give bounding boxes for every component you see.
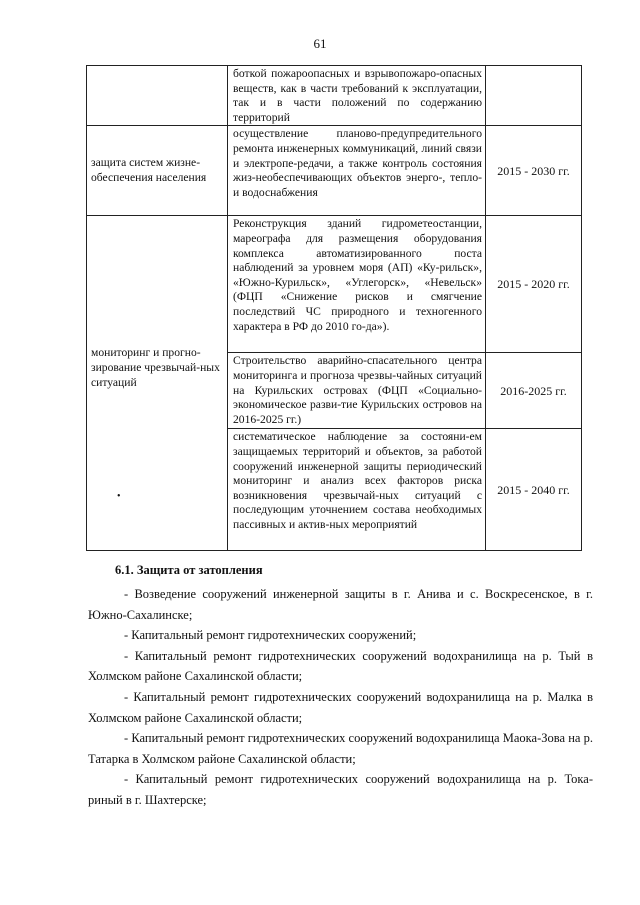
table-cell-measure: систематическое наблюдение за состояни-ем защищаемых территорий и объектов, за работой сооружений инженерной защиты периодический мониторинг и анализ всех факторов риска возникновения чрезвычай-ных ситуаций с последующим уточнением состава необходимых пассивных и актив-ных мероприятий xyxy=(228,429,486,551)
paragraph: - Капитальный ремонт гидротехнических сооружений; xyxy=(124,628,417,643)
table-cell-measure: Строительство аварийно-спасательного центра мониторинга и прогноза чрезвы-чайных ситуаций на Курильских островах (ФЦП «Социально-экономическое разви-тие Курильских островов на 2016-2025 гг.) xyxy=(228,353,486,429)
table-cell-measure: боткой пожароопасных и взрывопожаро-опасных веществ, как в части требований к эксплуатации, так и в части положений по содержанию территорий xyxy=(228,66,486,126)
page-number: 61 xyxy=(313,36,327,51)
stray-mark: • xyxy=(117,491,121,502)
table-row xyxy=(87,216,582,353)
table-cell-period: 2015 - 2040 гг. xyxy=(486,429,582,551)
paragraph: - Капитальный ремонт гидротехнических сооружений водохранилища Маока-Зова на р. Татарка в Холмском районе Сахалинской области; xyxy=(88,731,593,766)
paragraph: - Капитальный ремонт гидротехнических сооружений водохранилища на р. Тока-риный в г. Шахтерске; xyxy=(88,772,593,807)
category-label: мониторинг и прогно-зирование чрезвычай-ных ситуаций xyxy=(91,346,220,389)
paragraph: - Возведение сооружений инженерной защиты в г. Анива и с. Воскресенское, в г. Южно-Сахалинске; xyxy=(88,587,593,622)
table-cell-period xyxy=(486,66,582,126)
measures-table xyxy=(86,65,582,551)
table-row xyxy=(87,66,582,126)
table-cell-category xyxy=(87,216,228,551)
table-cell-period: 2016-2025 гг. xyxy=(486,353,582,429)
table-row xyxy=(87,126,582,216)
paragraph-list xyxy=(88,584,593,811)
section-title: 6.1. Защита от затопления xyxy=(115,563,263,577)
table-cell-category xyxy=(87,66,228,126)
paragraph: - Капитальный ремонт гидротехнических сооружений водохранилища на р. Малка в Холмском районе Сахалинской области; xyxy=(88,689,593,725)
table-cell-category xyxy=(87,126,228,216)
table-cell-measure: Реконструкция зданий гидрометеостанции, мареографа для размещения оборудования комплекса автоматизированного поста наблюдений за уровнем моря (АП) «Ку-рильск», «Южно-Курильск», «Углегорск», «Невельск» (ФЦП «Снижение рисков и смягчение последствий ЧС природного и техногенного характера в РФ до 2010 го-да»). xyxy=(228,216,486,353)
table-cell-period: 2015 - 2020 гг. xyxy=(486,216,582,353)
category-label: защита систем жизне-обеспечения населения xyxy=(91,156,207,184)
table-cell-measure: осуществление планово-предупредительного ремонта инженерных коммуникаций, линий связи и электропе-редачи, а также контроль состояния жиз-необеспечивающих объектов энерго-, тепло- и водоснабжения xyxy=(228,126,486,216)
paragraph: - Капитальный ремонт гидротехнических сооружений водохранилища на р. Тый в Холмском районе Сахалинской области; xyxy=(88,648,593,684)
table-cell-period: 2015 - 2030 гг. xyxy=(486,126,582,216)
